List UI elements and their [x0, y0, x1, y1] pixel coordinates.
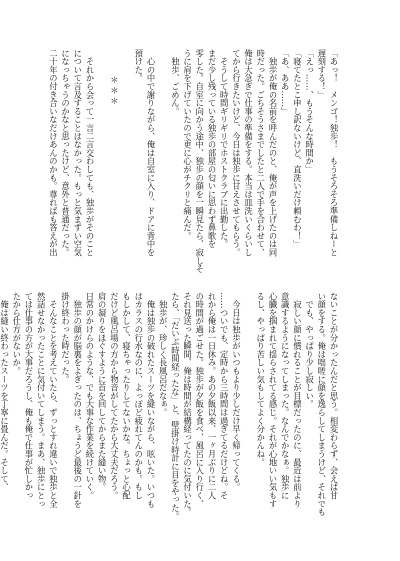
text-line: 預けた。	[133, 49, 144, 83]
text-line: そんなことを考えていたら、ずっとすれ違いで独歩と全	[48, 292, 59, 508]
text-line	[96, 49, 108, 271]
text-line: うに肩を下げていたので更に心がチクリと痛んだ。	[182, 49, 193, 240]
text-line: 心臓を掴まれて揺らされてる感じ。それが心地いい気もす	[267, 292, 278, 508]
text-line: 然話せなかったことに気付いてしまう。まあ、独歩にとっ	[36, 292, 47, 508]
text-line: になっちゃうのかなと思ったけど、意外と普通だった。	[60, 49, 71, 257]
text-line: てから行きたいけど、今日は独歩に甘えさせてもらう。	[231, 49, 242, 257]
text-line: それから会って一言二言交わしても、独歩がそのこと	[84, 49, 95, 257]
text-line: 時だった。ごちそうさまでしたと二人で手を合わせて、	[255, 49, 266, 257]
text-line: 今日は独歩がいつもより少しだけ早く帰ってくる。	[231, 292, 242, 492]
text-line: 遅刻する！」	[316, 49, 327, 99]
text-line: 「あ、ああ……」	[280, 49, 291, 116]
text-line: それ見送った瞬間、俺は時間が結構経ってたのに気付いた。	[182, 292, 193, 517]
text-line	[157, 49, 169, 271]
text-line: 零した。自室に向かう途中、独歩の顔を一瞬見たら、寂しそ	[194, 49, 205, 274]
text-line: 「あっ！ メンゴ！独歩！ もうそろそろ準備しねーと	[329, 49, 339, 257]
text-line: 肩の凝りをほぐすように首を回してからまた縫い物。	[97, 292, 108, 492]
text-line: そうして時間ギリギリでホストクラブに出勤した。	[219, 49, 230, 249]
text-line: たら、「だいぶ時間経ったな」と、壁掛け時計に目をやった。	[170, 292, 181, 521]
text-line: について言及することはなかった。もっと気まずい空気	[72, 49, 83, 257]
text-line: だけど風呂場の方から物音がしてたから大丈夫だろう。	[109, 292, 120, 500]
text-line: 「寝てたとこ申し訳ないけど、直洗いだけ頼むわ！」	[292, 49, 303, 249]
text-line: はカラスの行水なのに、よっぽど疲れてんのかも。もし	[133, 292, 144, 500]
text-line: 掛け終わった時だった。	[60, 292, 71, 384]
text-line: ……ついでも、定時から三時間は過ぎてるだけどね。そ	[219, 292, 230, 500]
text-line: 「えっ……、もうそんな時間か」	[304, 49, 315, 174]
text-line: い顔をする。俺は咄嗟に顔を逸らしてしまうけど、それでも	[316, 292, 327, 517]
text-line: 独歩の顔が脳裏をよぎったのは、ちょうど最後の一針を	[72, 292, 83, 508]
text-line: ないことが分かったんだと思う。相変わらず、会えば甘	[329, 292, 339, 500]
text-line: 日常のかけらのような、でも大事な作業を続けていく。	[84, 292, 95, 500]
text-line: るし、やっぱり苦しい気もしてよく分かんね。	[255, 292, 266, 467]
text-line: の時間が過ごせた。独歩が夕飯を食べ、風呂に入り行く、	[194, 292, 205, 508]
text-line: 俺は大急ぎで仕事の準備をする。本当は皿洗いくらいし	[243, 49, 254, 257]
scene-break-stars: ＊＊＊	[109, 76, 120, 108]
text-column-top	[48, 49, 340, 274]
text-line: ては仕事の方が大事だろうし、俺も俺で仕事が忙しかっ	[23, 292, 34, 500]
text-line: 二十年の付き合いなだけあんのかも。尊ればも答えが出	[48, 49, 59, 257]
text-line: 俺は縫い終わったスーツを丁寧に畳んだ。そして、	[0, 292, 10, 492]
text-line: 独歩、ごめん。	[170, 49, 181, 116]
text-line: たから仕方がないか。	[11, 292, 22, 375]
text-line: れから俺は一日休み。あの夕飯以来、一ヶ月ぶりに二人	[206, 292, 217, 500]
text-line: 独歩が、珍しく長風呂だなぁ。	[158, 292, 169, 417]
text-line	[120, 49, 132, 271]
text-line: 意識するようになってしまった。なんでかなぁ。独歩に	[280, 292, 291, 500]
text-column-bottom	[0, 292, 340, 521]
text-line: 俺は独歩の破れたスーツを縫いながら、呟いた。いつも	[145, 292, 156, 508]
text-line	[242, 292, 254, 514]
text-line: 心の中で謝りながら、俺は自室に入り、ドアに背中を	[145, 49, 156, 257]
text-line: 独歩が俺の名前を呼んだのと、俺が声を上げたのは同	[267, 49, 278, 257]
text-line: 寂しい顔に慣れることが目標だったのに、最近は前より	[292, 292, 303, 508]
text-line: でも、やっぱり少し寂しい。	[304, 292, 315, 409]
text-line: もしかして、寝ちゃったりしてないかな。ちょっと心配	[121, 292, 132, 500]
text-line: まだ少し残っている独歩の部屋の匂いに思わず鼻歌を	[206, 49, 217, 249]
